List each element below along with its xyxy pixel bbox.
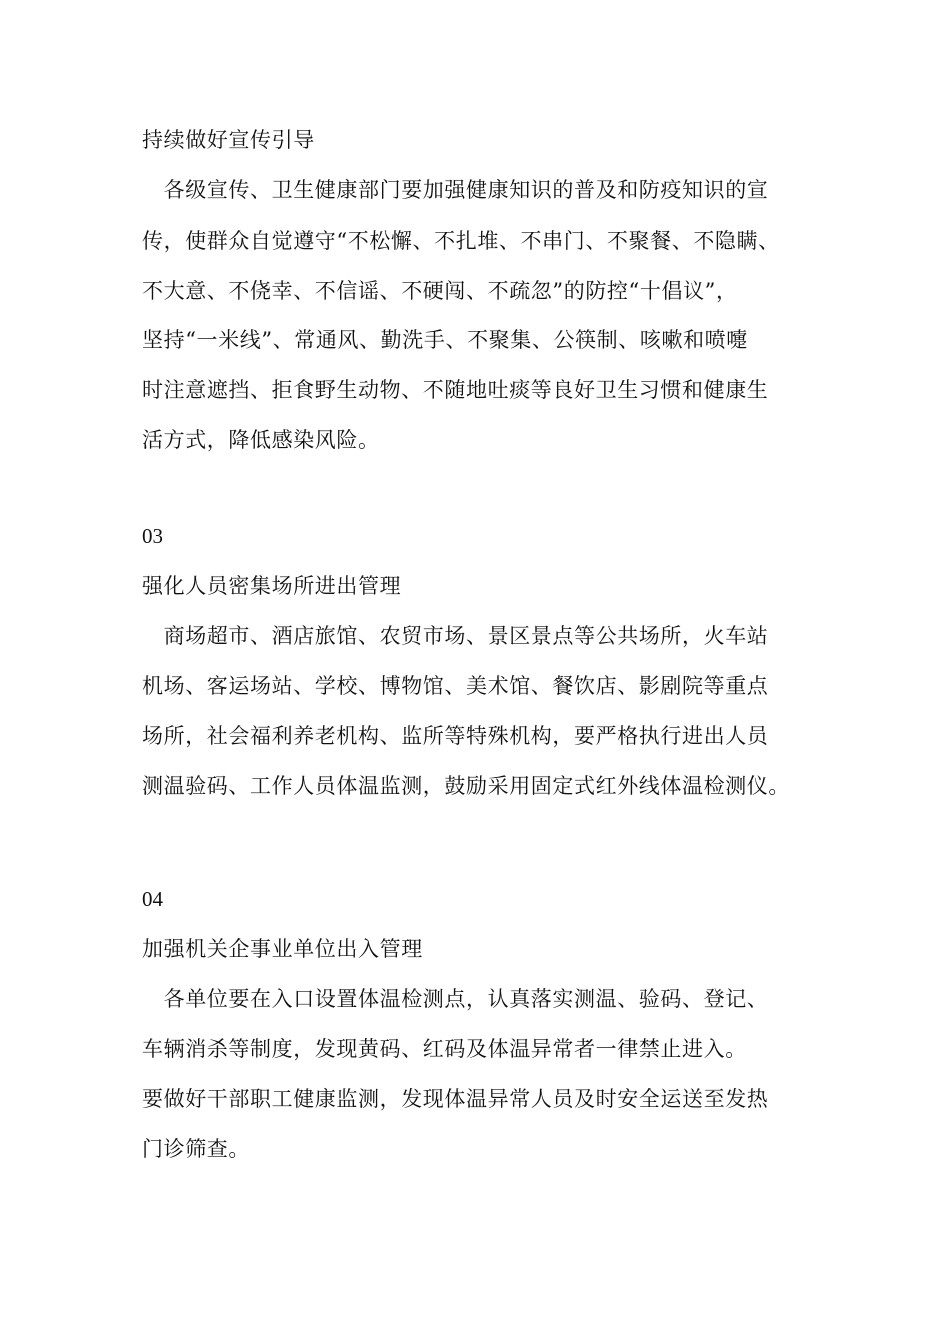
section-4-heading: 加强机关企事业单位出入管理: [142, 937, 423, 961]
section-2-paragraph-line: 不大意、不侥幸、不信谣、不硬闯、不疏忽”的防控“十倡议”，: [142, 279, 738, 303]
section-4-number: 04: [142, 887, 163, 911]
section-3-paragraph-line: 测温验码、工作人员体温监测，鼓励采用固定式红外线体温检测仪。: [142, 774, 790, 798]
section-4-paragraph-line: 门诊筛查。: [142, 1137, 250, 1161]
section-4-paragraph-line: 要做好干部职工健康监测，发现体温异常人员及时安全运送至发热: [142, 1087, 769, 1111]
section-2-paragraph-line: 各级宣传、卫生健康部门要加强健康知识的普及和防疫知识的宣: [142, 178, 769, 202]
section-3-paragraph-line: 商场超市、酒店旅馆、农贸市场、景区景点等公共场所，火车站: [142, 624, 769, 648]
section-4-paragraph-line: 车辆消杀等制度，发现黄码、红码及体温异常者一律禁止进入。: [142, 1037, 747, 1061]
section-3-heading: 强化人员密集场所进出管理: [142, 574, 402, 598]
section-3-number: 03: [142, 524, 163, 548]
section-2-paragraph-line: 坚持“一米线”、常通风、勤洗手、不聚集、公筷制、咳嗽和喷嚏: [142, 328, 748, 352]
section-2-paragraph-line: 传，使群众自觉遵守“不松懈、不扎堆、不串门、不聚餐、不隐瞒、: [142, 229, 780, 253]
section-2-heading: 持续做好宣传引导: [142, 128, 315, 152]
section-2-paragraph-line: 时注意遮挡、拒食野生动物、不随地吐痰等良好卫生习惯和健康生: [142, 378, 769, 402]
section-3-paragraph-line: 机场、客运场站、学校、博物馆、美术馆、餐饮店、影剧院等重点: [142, 674, 769, 698]
section-4-paragraph-line: 各单位要在入口设置体温检测点，认真落实测温、验码、登记、: [142, 987, 769, 1011]
section-2-paragraph-line: 活方式，降低感染风险。: [142, 428, 380, 452]
section-3-paragraph-line: 场所，社会福利养老机构、监所等特殊机构，要严格执行进出人员: [142, 724, 769, 748]
